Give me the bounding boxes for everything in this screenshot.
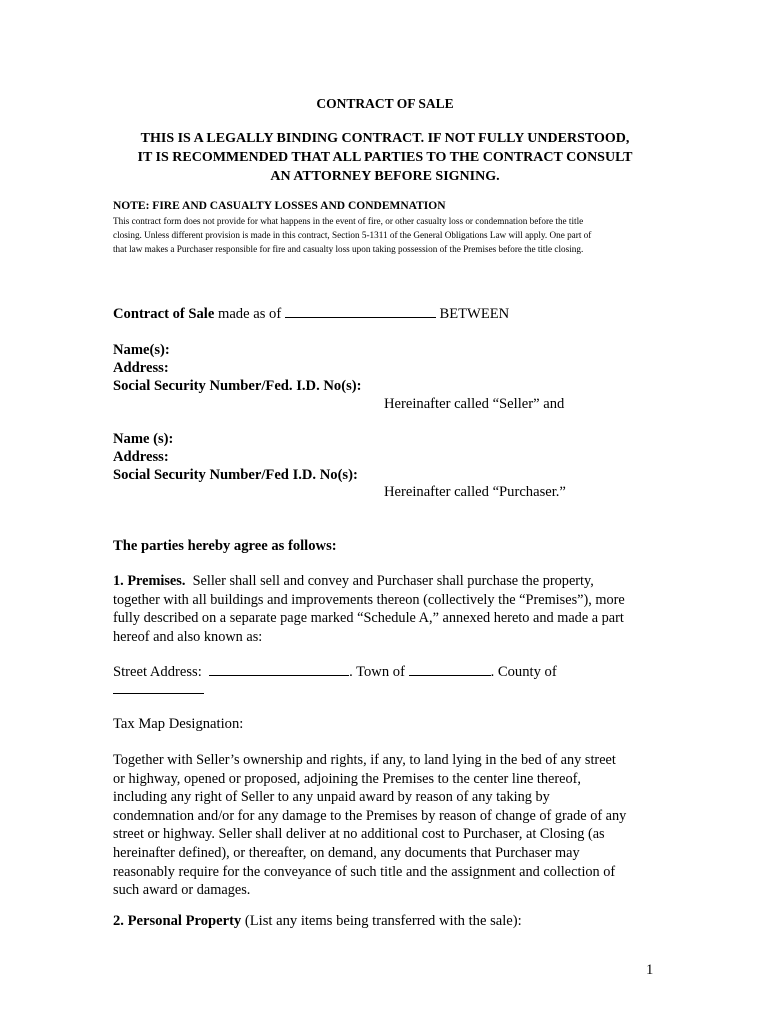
contract-date-field[interactable] bbox=[285, 304, 436, 318]
section-1-line-2: together with all buildings and improvements thereon (collectively the “Premises”), more bbox=[113, 591, 625, 608]
section-1-premises bbox=[113, 572, 663, 646]
seller-called: Hereinafter called “Seller” and bbox=[384, 396, 565, 412]
agree-heading: The parties hereby agree as follows: bbox=[113, 538, 337, 554]
section-1-line-1 bbox=[113, 572, 663, 591]
purchaser-called: Hereinafter called “Purchaser.” bbox=[384, 484, 566, 500]
seller-address-label: Address: bbox=[113, 360, 169, 376]
note-line-2: closing. Unless different provision is made in this contract, Section 5-1311 of the General Obligations Law will apply. One part of bbox=[113, 230, 592, 240]
together-paragraph bbox=[113, 751, 663, 900]
together-line-2: or highway, opened or proposed, adjoining the Premises to the center line thereof, bbox=[113, 770, 581, 787]
town-field[interactable] bbox=[409, 662, 491, 676]
together-line-5: street or highway. Seller shall deliver at no additional cost to Purchaser, at Closing (as bbox=[113, 826, 605, 843]
county-label: . County of bbox=[490, 664, 557, 680]
contract-intro bbox=[113, 304, 509, 323]
section-2-text: (List any items being transferred with the sale): bbox=[241, 913, 522, 929]
together-line-3: including any right of Seller to any unpaid award by reason of any taking by bbox=[113, 789, 550, 806]
county-field[interactable] bbox=[113, 680, 204, 694]
note-line-3: that law makes a Purchaser responsible for fire and casualty loss upon taking possession of the Premises before the title closing. bbox=[113, 244, 584, 254]
tax-map-label: Tax Map Designation: bbox=[113, 716, 244, 732]
document-title: CONTRACT OF SALE bbox=[316, 96, 454, 111]
section-2-heading: Personal Property bbox=[127, 913, 242, 929]
page-number: 1 bbox=[646, 962, 654, 978]
section-1-text: Seller shall sell and convey and Purchaser shall purchase the property, bbox=[185, 573, 594, 589]
section-1-number: 1. bbox=[113, 573, 124, 589]
town-label: . Town of bbox=[349, 664, 405, 680]
together-line-4: condemnation and/or for any damage to the Premises by reason of change of grade of any bbox=[113, 807, 627, 824]
county-field-wrap bbox=[113, 680, 204, 699]
warning-line-1: THIS IS A LEGALLY BINDING CONTRACT. IF NOT FULLY UNDERSTOOD, bbox=[140, 131, 630, 146]
together-line-1: Together with Seller’s ownership and rights, if any, to land lying in the bed of any street bbox=[113, 752, 616, 768]
section-2-number: 2. bbox=[113, 913, 124, 929]
note-line-1: This contract form does not provide for what happens in the event of fire, or other casualty loss or condemnation before the title bbox=[113, 216, 584, 226]
purchaser-address-label: Address: bbox=[113, 449, 169, 465]
contract-intro-label: Contract of Sale bbox=[113, 306, 215, 322]
warning-line-3: AN ATTORNEY BEFORE SIGNING. bbox=[270, 169, 500, 184]
warning-line-2: IT IS RECOMMENDED THAT ALL PARTIES TO THE CONTRACT CONSULT bbox=[137, 150, 633, 165]
seller-ssn-label: Social Security Number/Fed. I.D. No(s): bbox=[113, 378, 362, 394]
street-address-field[interactable] bbox=[209, 662, 349, 676]
section-1-line-4: hereof and also known as: bbox=[113, 628, 263, 645]
together-line-7: reasonably require for the conveyance of such title and the assignment and collection of bbox=[113, 863, 616, 880]
purchaser-name-label: Name (s): bbox=[113, 431, 174, 447]
section-1-heading: Premises. bbox=[127, 573, 186, 589]
together-line-8: such award or damages. bbox=[113, 882, 251, 899]
address-line bbox=[113, 662, 557, 681]
note-heading: NOTE: FIRE AND CASUALTY LOSSES AND CONDEMNATION bbox=[113, 200, 446, 212]
section-1-line-3: fully described on a separate page marked “Schedule A,” annexed hereto and made a part bbox=[113, 610, 624, 627]
street-address-label: Street Address: bbox=[113, 664, 202, 680]
purchaser-ssn-label: Social Security Number/Fed I.D. No(s): bbox=[113, 467, 358, 483]
together-line-6: hereinafter defined), or thereafter, on demand, any documents that Purchaser may bbox=[113, 844, 580, 861]
contract-intro-between: BETWEEN bbox=[435, 306, 510, 322]
seller-name-label: Name(s): bbox=[113, 342, 170, 358]
section-2-personal-property bbox=[113, 912, 522, 930]
contract-intro-text: made as of bbox=[214, 306, 285, 322]
